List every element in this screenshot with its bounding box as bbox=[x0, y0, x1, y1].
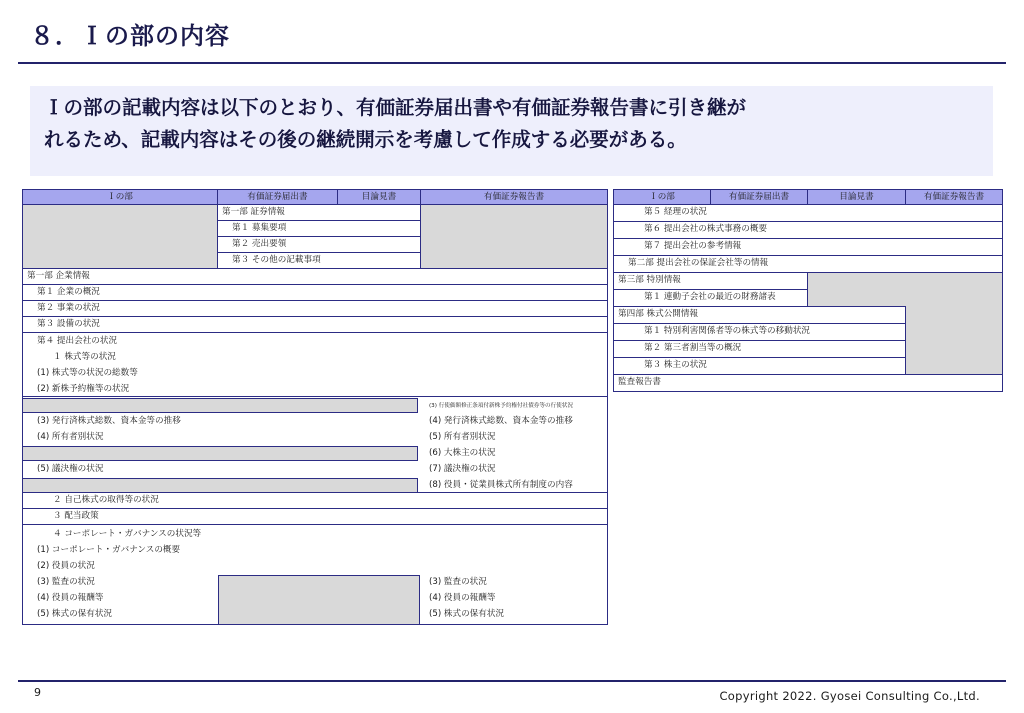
table-row: (6) 大株主の状況 bbox=[429, 448, 496, 458]
table-row: (3) 監査の状況 bbox=[429, 577, 487, 587]
page-number: 9 bbox=[34, 686, 41, 699]
table-row: (2) 役員の状況 bbox=[37, 561, 95, 571]
table-row: １ 株式等の状況 bbox=[53, 352, 116, 362]
copyright: Copyright 2022. Gyosei Consulting Co.,Ltd. bbox=[719, 689, 980, 703]
table-row: 第６ 提出会社の株式事務の概要 bbox=[613, 221, 1003, 239]
table-row: 第二部 提出会社の保証会社等の情報 bbox=[613, 255, 1003, 273]
footer-divider bbox=[18, 680, 1006, 682]
table-row: ３ 配当政策 bbox=[22, 508, 608, 525]
table-row: 第１ 募集要項 bbox=[217, 220, 421, 237]
table-row: (4) 所有者別状況 bbox=[37, 432, 104, 442]
table-row: 第３ 株主の状況 bbox=[613, 357, 906, 375]
table-row: (3) 監査の状況 bbox=[37, 577, 95, 587]
table-row: 第７ 提出会社の参考情報 bbox=[613, 238, 1003, 256]
table-row: (4) 役員の報酬等 bbox=[429, 593, 496, 603]
left-header-houkoku: 有価証券報告書 bbox=[420, 189, 608, 205]
table-row: 第４ 提出会社の状況 bbox=[37, 336, 118, 346]
table-row: 第２ 事業の状況 bbox=[22, 300, 608, 317]
right-header-houkoku: 有価証券報告書 bbox=[905, 189, 1003, 205]
gray-cell bbox=[22, 398, 418, 413]
gray-cell bbox=[218, 575, 420, 625]
lead-line-1: Ｉの部の記載内容は以下のとおり、有価証券届出書や有価証券報告書に引き継が bbox=[44, 96, 747, 119]
gray-cell bbox=[420, 204, 608, 269]
title-divider bbox=[18, 62, 1006, 64]
table-row: 第３ その他の記載事項 bbox=[217, 252, 421, 269]
table-row: (5) 株式の保有状況 bbox=[429, 609, 505, 619]
table-row: (1) コーポレート・ガバナンスの概要 bbox=[37, 545, 181, 555]
table-row: (5) 所有者別状況 bbox=[429, 432, 496, 442]
table-row: (4) 役員の報酬等 bbox=[37, 593, 104, 603]
lead-box bbox=[30, 86, 993, 176]
table-row: 監査報告書 bbox=[613, 374, 1003, 392]
table-row: 第１ 企業の概況 bbox=[22, 284, 608, 301]
right-header-mokuromi: 目論見書 bbox=[807, 189, 906, 205]
table-row: 第２ 売出要領 bbox=[217, 236, 421, 253]
table-row: ２ 自己株式の取得等の状況 bbox=[22, 492, 608, 509]
table-row: 第１ 特別利害関係者等の株式等の移動状況 bbox=[613, 323, 906, 341]
table-row: 第２ 第三者割当等の概況 bbox=[613, 340, 906, 358]
table-row: (7) 議決権の状況 bbox=[429, 464, 496, 474]
table-row: (8) 役員・従業員株式所有制度の内容 bbox=[429, 480, 573, 490]
gray-cell bbox=[22, 204, 218, 269]
gray-cell bbox=[22, 478, 418, 493]
table-row: ４ コーポレート・ガバナンスの状況等 bbox=[53, 529, 202, 539]
gray-cell bbox=[22, 446, 418, 461]
table-row: 第一部 企業情報 bbox=[22, 268, 608, 285]
table-row: 第四部 株式公開情報 bbox=[613, 306, 906, 324]
page-title: ８．Ｉの部の内容 bbox=[30, 22, 230, 50]
table-row: 第一部 証券情報 bbox=[217, 204, 421, 221]
table-row: 第５ 経理の状況 bbox=[613, 204, 1003, 222]
left-header-ibu: Ｉの部 bbox=[22, 189, 218, 205]
table-row: (3) 発行済株式総数、資本金等の推移 bbox=[37, 416, 181, 426]
right-header-ibu: Ｉの部 bbox=[613, 189, 711, 205]
left-header-mokuromi: 目論見書 bbox=[337, 189, 421, 205]
table-row: 第３ 設備の状況 bbox=[22, 316, 608, 333]
table-row: 第三部 特別情報 bbox=[613, 272, 808, 290]
table-row: (3) 行使価額修正条項付新株予約権付社債券等の行使状況 bbox=[429, 403, 573, 409]
table-row: (2) 新株予約権等の状況 bbox=[37, 384, 130, 394]
right-header-todoke: 有価証券届出書 bbox=[710, 189, 808, 205]
table-row: (4) 発行済株式総数、資本金等の推移 bbox=[429, 416, 573, 426]
table-row: (5) 株式の保有状況 bbox=[37, 609, 113, 619]
table-row: 第１ 連動子会社の最近の財務諸表 bbox=[613, 289, 808, 307]
table-row: (5) 議決権の状況 bbox=[37, 464, 104, 474]
lead-line-2: れるため、記載内容はその後の継続開示を考慮して作成する必要がある。 bbox=[44, 128, 687, 151]
table-row: (1) 株式等の状況の総数等 bbox=[37, 368, 138, 378]
left-header-todoke: 有価証券届出書 bbox=[217, 189, 338, 205]
